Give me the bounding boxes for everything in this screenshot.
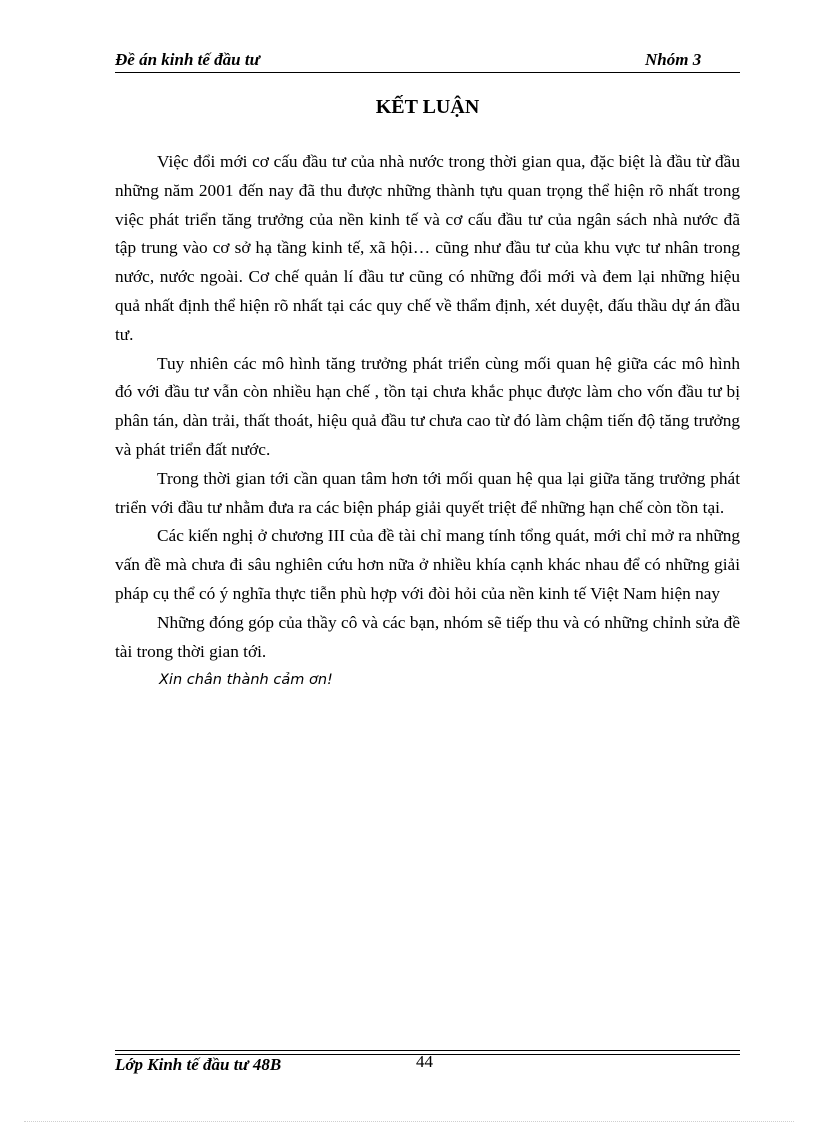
footer-rule-top [115, 1050, 740, 1051]
body-text [115, 148, 740, 695]
paragraph: Việc đổi mới cơ cấu đầu tư của nhà nước trong thời gian qua, đặc biệt là đầu từ đầu những năm 2001 đến nay đã thu được những thành tựu quan trọng thể hiện rõ nhất trong việc phát triển tăng trưởng của nền kinh tế và cơ cấu đầu tư của ngân sách nhà nước đã tập trung vào cơ sở hạ tầng kinh tế, xã hội… cũng như đầu tư của khu vực tư nhân trong nước, nước ngoài. Cơ chế quản lí đầu tư cũng có những đổi mới và đem lại những hiệu quả nhất định thể hiện rõ nhất tại các quy chế về thẩm định, xét duyệt, đấu thầu dự án đầu tư. [115, 152, 740, 344]
header-document-title: Đề án kinh tế đầu tư [115, 50, 260, 69]
page-number: 44 [416, 1052, 433, 1071]
footer-class-name: Lớp Kinh tế đầu tư 48B [115, 1055, 282, 1074]
page-edge [24, 1121, 794, 1122]
header-group-name: Nhóm 3 [645, 50, 702, 69]
paragraph: Các kiến nghị ở chương III của đề tài chỉ mang tính tổng quát, mới chỉ mở ra những vấn đề mà chưa đi sâu nghiên cứu hơn nữa ở nhiều khía cạnh khác nhau để có những giải pháp cụ thể có ý nghĩa thực tiễn phù hợp với đòi hỏi của nền kinh tế Việt Nam hiện nay [115, 526, 740, 603]
paragraph: Trong thời gian tới cần quan tâm hơn tới mối quan hệ qua lại giữa tăng trưởng phát triển với đầu tư nhằm đưa ra các biện pháp giải quyết triệt để những hạn chế còn tồn tại. [115, 468, 740, 517]
page-header [115, 46, 740, 70]
paragraph: Những đóng góp của thầy cô và các bạn, nhóm sẽ tiếp thu và có những chỉnh sửa đề tài trong thời gian tới. [115, 612, 740, 661]
closing-thanks: Xin chân thành cảm ơn! [159, 672, 333, 689]
header-rule [115, 72, 740, 73]
page-title: KẾT LUẬN [375, 96, 480, 118]
paragraph: Tuy nhiên các mô hình tăng trưởng phát triển cùng mối quan hệ giữa các mô hình đó với đầu tư vẫn còn nhiều hạn chế , tồn tại chưa khắc phục được làm cho vốn đầu tư bị phân tán, dàn trải, thất thoát, hiệu quả đầu tư chưa cao từ đó làm chậm tiến độ tăng trưởng và phát triển đất nước. [115, 353, 740, 459]
